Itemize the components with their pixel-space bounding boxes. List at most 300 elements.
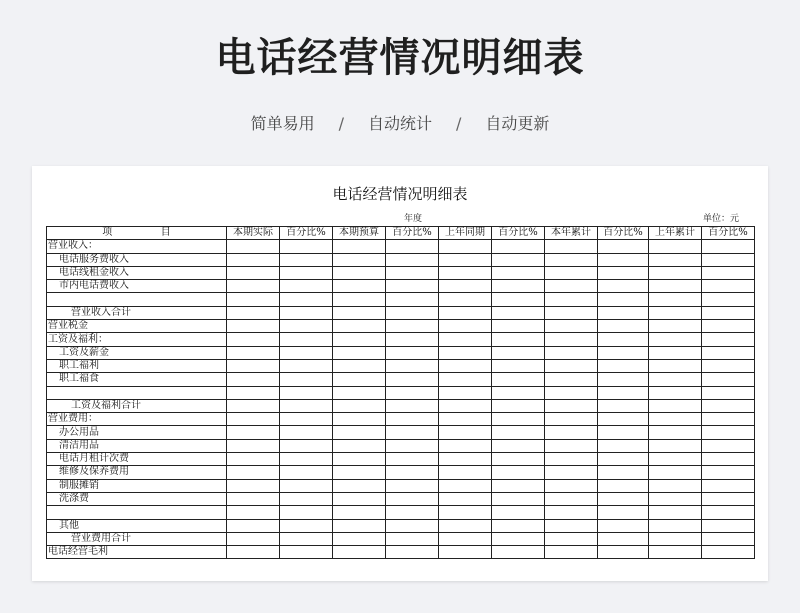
item-header-b: 目 [160, 227, 171, 239]
header-row [47, 227, 755, 240]
value-cell[interactable] [545, 439, 598, 452]
table-row [47, 479, 755, 492]
value-cell[interactable] [386, 426, 439, 439]
value-cell[interactable] [439, 333, 492, 346]
value-cell[interactable] [227, 280, 280, 293]
value-cell[interactable] [598, 479, 649, 492]
value-cell[interactable] [492, 266, 545, 279]
value-cell[interactable] [333, 439, 386, 452]
col-pct: 百分比% [492, 227, 545, 240]
value-cell[interactable] [386, 280, 439, 293]
table-row [47, 240, 755, 253]
value-cell[interactable] [702, 240, 755, 253]
value-cell[interactable] [545, 280, 598, 293]
value-cell[interactable] [649, 320, 702, 333]
value-cell[interactable] [545, 253, 598, 266]
value-cell[interactable] [280, 479, 333, 492]
item-header-a: 项 [102, 227, 113, 239]
value-cell[interactable] [386, 240, 439, 253]
value-cell[interactable] [280, 266, 333, 279]
value-cell[interactable] [333, 333, 386, 346]
value-cell[interactable] [492, 386, 545, 399]
value-cell[interactable] [280, 492, 333, 505]
value-cell[interactable] [702, 266, 755, 279]
row-label: 市内电话费收入 [47, 280, 227, 293]
value-cell[interactable] [439, 466, 492, 479]
value-cell[interactable] [386, 266, 439, 279]
value-cell[interactable] [227, 413, 280, 426]
value-cell[interactable] [598, 453, 649, 466]
value-cell[interactable] [280, 506, 333, 519]
value-cell[interactable] [545, 492, 598, 505]
value-cell[interactable] [333, 253, 386, 266]
value-cell[interactable] [333, 373, 386, 386]
value-cell[interactable] [545, 346, 598, 359]
value-cell[interactable] [492, 399, 545, 412]
value-cell[interactable] [227, 479, 280, 492]
value-cell[interactable] [702, 519, 755, 532]
value-cell[interactable] [439, 320, 492, 333]
value-cell[interactable] [439, 413, 492, 426]
row-label: 工资及薪金 [47, 346, 227, 359]
value-cell[interactable] [649, 373, 702, 386]
col-ytd: 本年累计 [545, 227, 598, 240]
value-cell[interactable] [227, 453, 280, 466]
value-cell[interactable] [598, 306, 649, 319]
value-cell[interactable] [333, 399, 386, 412]
row-label: 电话服务费收入 [47, 253, 227, 266]
value-cell[interactable] [702, 399, 755, 412]
value-cell[interactable] [598, 426, 649, 439]
feature-auto-update: 自动更新 [485, 114, 550, 133]
value-cell[interactable] [545, 479, 598, 492]
value-cell[interactable] [702, 280, 755, 293]
table-row [47, 439, 755, 452]
value-cell[interactable] [598, 266, 649, 279]
value-cell[interactable] [649, 266, 702, 279]
value-cell[interactable] [702, 426, 755, 439]
value-cell[interactable] [227, 519, 280, 532]
value-cell[interactable] [227, 439, 280, 452]
table-row [47, 320, 755, 333]
table-row [47, 492, 755, 505]
value-cell[interactable] [227, 466, 280, 479]
value-cell[interactable] [492, 359, 545, 372]
value-cell[interactable] [702, 439, 755, 452]
value-cell[interactable] [227, 240, 280, 253]
value-cell[interactable] [702, 253, 755, 266]
value-cell[interactable] [280, 293, 333, 306]
value-cell[interactable] [227, 253, 280, 266]
value-cell[interactable] [492, 426, 545, 439]
value-cell[interactable] [649, 413, 702, 426]
value-cell[interactable] [702, 466, 755, 479]
value-cell[interactable] [492, 373, 545, 386]
value-cell[interactable] [649, 453, 702, 466]
value-cell[interactable] [386, 479, 439, 492]
value-cell[interactable] [333, 240, 386, 253]
value-cell[interactable] [545, 266, 598, 279]
value-cell[interactable] [227, 506, 280, 519]
value-cell[interactable] [386, 413, 439, 426]
value-cell[interactable] [439, 346, 492, 359]
value-cell[interactable] [598, 466, 649, 479]
value-cell[interactable] [333, 492, 386, 505]
table-row [47, 399, 755, 412]
value-cell[interactable] [439, 439, 492, 452]
table-row [47, 386, 755, 399]
value-cell[interactable] [439, 306, 492, 319]
row-label: 办公用品 [47, 426, 227, 439]
value-cell[interactable] [333, 306, 386, 319]
row-label: 营业费用合计 [47, 532, 227, 545]
value-cell[interactable] [439, 240, 492, 253]
col-pct: 百分比% [598, 227, 649, 240]
value-cell[interactable] [598, 492, 649, 505]
table-row [47, 359, 755, 372]
value-cell[interactable] [649, 426, 702, 439]
col-pct: 百分比% [280, 227, 333, 240]
ledger-table [46, 226, 755, 559]
row-label: 制服摊销 [47, 479, 227, 492]
value-cell[interactable] [492, 439, 545, 452]
row-label: 职工福食 [47, 373, 227, 386]
value-cell[interactable] [333, 453, 386, 466]
value-cell[interactable] [333, 466, 386, 479]
value-cell[interactable] [545, 413, 598, 426]
value-cell[interactable] [227, 359, 280, 372]
feature-tagline [0, 112, 800, 136]
value-cell[interactable] [386, 359, 439, 372]
value-cell[interactable] [649, 519, 702, 532]
value-cell[interactable] [492, 479, 545, 492]
value-cell[interactable] [386, 253, 439, 266]
value-cell[interactable] [649, 492, 702, 505]
value-cell[interactable] [598, 373, 649, 386]
value-cell[interactable] [492, 306, 545, 319]
value-cell[interactable] [545, 506, 598, 519]
value-cell[interactable] [598, 439, 649, 452]
value-cell[interactable] [280, 466, 333, 479]
value-cell[interactable] [492, 320, 545, 333]
value-cell[interactable] [333, 479, 386, 492]
value-cell[interactable] [492, 492, 545, 505]
row-label: 营业税金 [47, 320, 227, 333]
value-cell[interactable] [386, 373, 439, 386]
value-cell[interactable] [702, 453, 755, 466]
value-cell[interactable] [649, 466, 702, 479]
value-cell[interactable] [227, 293, 280, 306]
table-row [47, 253, 755, 266]
feature-easy: 简单易用 [250, 114, 315, 133]
value-cell[interactable] [598, 399, 649, 412]
value-cell[interactable] [649, 546, 702, 559]
value-cell[interactable] [386, 306, 439, 319]
value-cell[interactable] [545, 453, 598, 466]
value-cell[interactable] [280, 439, 333, 452]
value-cell[interactable] [649, 346, 702, 359]
value-cell[interactable] [439, 519, 492, 532]
sheet-title: 电话经营情况明细表 [332, 185, 468, 203]
value-cell[interactable] [333, 532, 386, 545]
value-cell[interactable] [702, 413, 755, 426]
row-label: 电话月租计次费 [47, 453, 227, 466]
value-cell[interactable] [333, 320, 386, 333]
value-cell[interactable] [492, 333, 545, 346]
value-cell[interactable] [492, 346, 545, 359]
value-cell[interactable] [492, 519, 545, 532]
row-label: 维修及保养费用 [47, 466, 227, 479]
value-cell[interactable] [280, 253, 333, 266]
page-title: 电话经营情况明细表 [215, 35, 585, 81]
value-cell[interactable] [649, 253, 702, 266]
value-cell[interactable] [439, 386, 492, 399]
value-cell[interactable] [545, 359, 598, 372]
table-row [47, 306, 755, 319]
value-cell[interactable] [333, 280, 386, 293]
value-cell[interactable] [492, 240, 545, 253]
value-cell[interactable] [333, 426, 386, 439]
value-cell[interactable] [439, 546, 492, 559]
col-last-ytd: 上年累计 [649, 227, 702, 240]
value-cell[interactable] [439, 253, 492, 266]
value-cell[interactable] [227, 426, 280, 439]
ledger-body [47, 240, 755, 559]
value-cell[interactable] [333, 386, 386, 399]
value-cell[interactable] [333, 413, 386, 426]
value-cell[interactable] [702, 373, 755, 386]
value-cell[interactable] [545, 333, 598, 346]
value-cell[interactable] [649, 240, 702, 253]
value-cell[interactable] [649, 280, 702, 293]
value-cell[interactable] [439, 506, 492, 519]
value-cell[interactable] [280, 386, 333, 399]
value-cell[interactable] [492, 280, 545, 293]
value-cell[interactable] [649, 359, 702, 372]
value-cell[interactable] [333, 266, 386, 279]
value-cell[interactable] [545, 386, 598, 399]
value-cell[interactable] [386, 532, 439, 545]
value-cell[interactable] [545, 532, 598, 545]
row-label: 工资及福利： [47, 333, 227, 346]
value-cell[interactable] [598, 293, 649, 306]
value-cell[interactable] [492, 532, 545, 545]
value-cell[interactable] [439, 492, 492, 505]
table-row [47, 532, 755, 545]
value-cell[interactable] [702, 333, 755, 346]
table-row [47, 506, 755, 519]
value-cell[interactable] [227, 320, 280, 333]
table-row [47, 266, 755, 279]
value-cell[interactable] [439, 453, 492, 466]
value-cell[interactable] [227, 333, 280, 346]
value-cell[interactable] [439, 359, 492, 372]
value-cell[interactable] [545, 399, 598, 412]
value-cell[interactable] [333, 359, 386, 372]
value-cell[interactable] [702, 346, 755, 359]
value-cell[interactable] [702, 479, 755, 492]
value-cell[interactable] [598, 546, 649, 559]
value-cell[interactable] [649, 506, 702, 519]
row-label: 洗涤费 [47, 492, 227, 505]
value-cell[interactable] [280, 320, 333, 333]
value-cell[interactable] [333, 293, 386, 306]
value-cell[interactable] [227, 399, 280, 412]
value-cell[interactable] [280, 333, 333, 346]
table-row [47, 546, 755, 559]
value-cell[interactable] [280, 426, 333, 439]
table-row [47, 280, 755, 293]
value-cell[interactable] [702, 506, 755, 519]
row-label: 电话经营毛利 [47, 546, 227, 559]
item-header [47, 227, 227, 240]
separator: / [338, 114, 344, 133]
value-cell[interactable] [439, 399, 492, 412]
value-cell[interactable] [545, 306, 598, 319]
value-cell[interactable] [598, 519, 649, 532]
value-cell[interactable] [598, 320, 649, 333]
value-cell[interactable] [280, 280, 333, 293]
value-cell[interactable] [227, 306, 280, 319]
value-cell[interactable] [439, 266, 492, 279]
value-cell[interactable] [545, 240, 598, 253]
value-cell[interactable] [545, 426, 598, 439]
value-cell[interactable] [545, 546, 598, 559]
value-cell[interactable] [702, 386, 755, 399]
value-cell[interactable] [386, 320, 439, 333]
value-cell[interactable] [492, 546, 545, 559]
value-cell[interactable] [280, 546, 333, 559]
unit-label: 单位：元 [703, 214, 740, 224]
value-cell[interactable] [545, 373, 598, 386]
row-label: 职工福利 [47, 359, 227, 372]
row-label [47, 293, 227, 306]
value-cell[interactable] [280, 373, 333, 386]
value-cell[interactable] [386, 333, 439, 346]
value-cell[interactable] [492, 413, 545, 426]
value-cell[interactable] [386, 546, 439, 559]
table-row [47, 346, 755, 359]
value-cell[interactable] [227, 373, 280, 386]
value-cell[interactable] [545, 466, 598, 479]
value-cell[interactable] [439, 373, 492, 386]
value-cell[interactable] [333, 506, 386, 519]
value-cell[interactable] [702, 359, 755, 372]
value-cell[interactable] [649, 532, 702, 545]
value-cell[interactable] [280, 399, 333, 412]
value-cell[interactable] [386, 466, 439, 479]
value-cell[interactable] [280, 306, 333, 319]
value-cell[interactable] [598, 346, 649, 359]
value-cell[interactable] [649, 439, 702, 452]
value-cell[interactable] [545, 293, 598, 306]
value-cell[interactable] [386, 399, 439, 412]
value-cell[interactable] [598, 359, 649, 372]
value-cell[interactable] [280, 532, 333, 545]
value-cell[interactable] [598, 386, 649, 399]
row-label: 其他 [47, 519, 227, 532]
value-cell[interactable] [492, 253, 545, 266]
value-cell[interactable] [702, 546, 755, 559]
value-cell[interactable] [598, 240, 649, 253]
value-cell[interactable] [545, 320, 598, 333]
row-label [47, 506, 227, 519]
separator: / [456, 114, 462, 133]
value-cell[interactable] [492, 293, 545, 306]
value-cell[interactable] [439, 280, 492, 293]
value-cell[interactable] [702, 492, 755, 505]
value-cell[interactable] [598, 532, 649, 545]
value-cell[interactable] [386, 453, 439, 466]
value-cell[interactable] [227, 346, 280, 359]
value-cell[interactable] [227, 492, 280, 505]
value-cell[interactable] [333, 519, 386, 532]
value-cell[interactable] [386, 506, 439, 519]
value-cell[interactable] [598, 280, 649, 293]
value-cell[interactable] [492, 453, 545, 466]
value-cell[interactable] [280, 240, 333, 253]
value-cell[interactable] [386, 346, 439, 359]
value-cell[interactable] [702, 306, 755, 319]
value-cell[interactable] [280, 413, 333, 426]
table-row [47, 373, 755, 386]
table-row [47, 333, 755, 346]
value-cell[interactable] [333, 546, 386, 559]
spreadsheet-preview [32, 166, 768, 581]
value-cell[interactable] [649, 333, 702, 346]
value-cell[interactable] [386, 386, 439, 399]
value-cell[interactable] [386, 492, 439, 505]
value-cell[interactable] [333, 346, 386, 359]
value-cell[interactable] [280, 346, 333, 359]
value-cell[interactable] [439, 293, 492, 306]
value-cell[interactable] [649, 306, 702, 319]
value-cell[interactable] [439, 532, 492, 545]
value-cell[interactable] [439, 479, 492, 492]
value-cell[interactable] [386, 293, 439, 306]
value-cell[interactable] [649, 479, 702, 492]
value-cell[interactable] [280, 359, 333, 372]
value-cell[interactable] [492, 466, 545, 479]
value-cell[interactable] [227, 546, 280, 559]
col-current-budget: 本期预算 [333, 227, 386, 240]
value-cell[interactable] [702, 320, 755, 333]
table-row [47, 519, 755, 532]
value-cell[interactable] [386, 439, 439, 452]
table-row [47, 293, 755, 306]
table-row [47, 453, 755, 466]
value-cell[interactable] [280, 453, 333, 466]
value-cell[interactable] [649, 293, 702, 306]
value-cell[interactable] [386, 519, 439, 532]
value-cell[interactable] [598, 333, 649, 346]
value-cell[interactable] [649, 399, 702, 412]
row-label: 营业费用： [47, 413, 227, 426]
value-cell[interactable] [492, 506, 545, 519]
value-cell[interactable] [280, 519, 333, 532]
value-cell[interactable] [598, 253, 649, 266]
value-cell[interactable] [702, 532, 755, 545]
value-cell[interactable] [227, 386, 280, 399]
value-cell[interactable] [227, 532, 280, 545]
value-cell[interactable] [227, 266, 280, 279]
value-cell[interactable] [598, 413, 649, 426]
value-cell[interactable] [439, 426, 492, 439]
value-cell[interactable] [702, 293, 755, 306]
value-cell[interactable] [598, 506, 649, 519]
value-cell[interactable] [545, 519, 598, 532]
value-cell[interactable] [649, 386, 702, 399]
